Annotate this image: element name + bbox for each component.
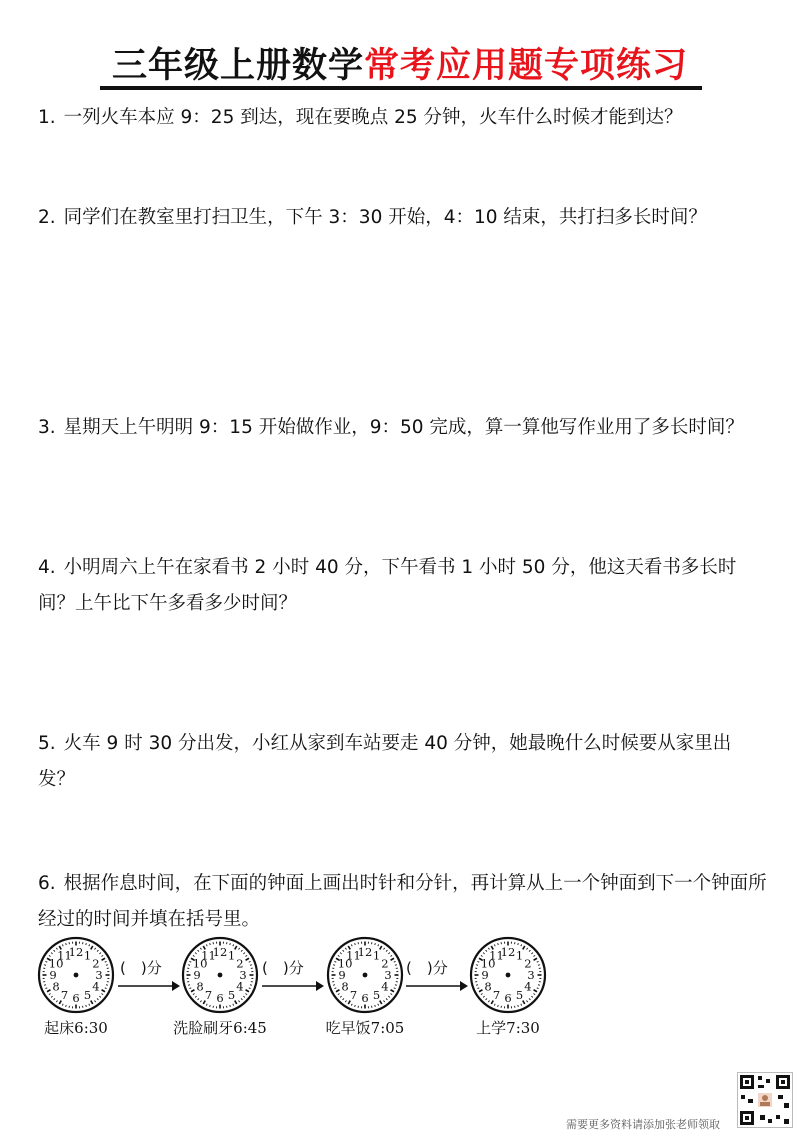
clock-tick	[250, 985, 252, 986]
clock-numeral: 10	[192, 956, 208, 971]
clock-numeral: 11	[489, 948, 504, 963]
question-4	[38, 550, 768, 622]
question-text: 星期天上午明明 9：15 开始做作业，9：50 完成，算一算他写作业用了多长时间？	[63, 417, 744, 438]
clock-numeral: 7	[60, 988, 69, 1003]
clock-tick	[188, 985, 190, 986]
clock-tick	[518, 1005, 519, 1007]
question-text: 小明周六上午在家看书 2 小时 40 分，下午看书 1 小时 50 分，他这天看书多长时间？上午比下午多看多少时间？	[38, 557, 737, 614]
clock-tick	[498, 1005, 499, 1007]
clock-tick	[250, 965, 252, 966]
clock-tick	[86, 943, 87, 945]
clock-tick	[355, 943, 356, 945]
clock-tick	[106, 965, 108, 966]
question-2	[38, 200, 768, 236]
arrow-right-icon	[406, 980, 468, 992]
clock-numeral: 2	[92, 956, 100, 971]
clock-numeral: 9	[338, 968, 346, 983]
clock-numeral: 6	[361, 991, 369, 1006]
question-5	[38, 726, 768, 798]
clock-numeral: 3	[239, 968, 247, 983]
clock-tick	[333, 965, 335, 966]
clock-numeral: 7	[349, 988, 358, 1003]
clock-face-2[interactable]	[180, 935, 260, 1015]
question-number: 3.	[38, 417, 56, 438]
clock-numeral: 12	[500, 945, 516, 960]
clock-numeral: 9	[481, 968, 489, 983]
clock-numeral: 10	[480, 956, 496, 971]
footer-note: 需要更多资料请添加张老师领取	[566, 1118, 720, 1131]
clock-numeral: 12	[68, 945, 84, 960]
clock-numeral: 8	[52, 979, 60, 994]
question-3	[38, 410, 768, 446]
clock-tick	[230, 1005, 231, 1007]
clock-sequence	[0, 935, 800, 1045]
clock-numeral: 6	[72, 991, 80, 1006]
clock-numeral: 11	[346, 948, 361, 963]
clock-numeral: 5	[372, 988, 381, 1003]
clock-label-4: 上学7:30	[476, 1019, 540, 1037]
clock-numeral: 4	[236, 979, 244, 994]
clock-tick	[538, 965, 540, 966]
question-number: 2.	[38, 207, 56, 228]
clock-tick	[498, 943, 499, 945]
clock-tick	[355, 1005, 356, 1007]
clock-numeral: 5	[515, 988, 524, 1003]
clock-numeral: 5	[227, 988, 236, 1003]
clock-numeral: 1	[372, 948, 381, 963]
clock-numeral: 11	[57, 948, 72, 963]
question-text: 火车 9 时 30 分出发，小红从家到车站要走 40 分钟，她最晚什么时候要从家里出发？	[38, 733, 732, 790]
title-black-part: 三年级上册数学	[111, 46, 364, 86]
elapsed-minutes-blank-2[interactable]: ( )分	[262, 959, 304, 977]
clock-tick	[86, 1005, 87, 1007]
elapsed-minutes-blank-1[interactable]: ( )分	[120, 959, 162, 977]
clock-center-dot	[363, 973, 368, 978]
clock-numeral: 7	[204, 988, 213, 1003]
elapsed-minutes-blank-3[interactable]: ( )分	[406, 959, 448, 977]
clock-tick	[106, 985, 108, 986]
clock-numeral: 3	[384, 968, 392, 983]
question-number: 1.	[38, 107, 56, 128]
clock-numeral: 2	[236, 956, 244, 971]
clock-numeral: 3	[95, 968, 103, 983]
clock-numeral: 8	[484, 979, 492, 994]
clock-label-3: 吃早饭7:05	[325, 1019, 405, 1037]
clock-numeral: 4	[524, 979, 532, 994]
clock-numeral: 7	[492, 988, 501, 1003]
clock-label-2: 洗脸刷牙6:45	[173, 1019, 267, 1037]
clock-tick	[375, 943, 376, 945]
clock-numeral: 9	[49, 968, 57, 983]
clock-tick	[538, 985, 540, 986]
clock-face-1[interactable]	[36, 935, 116, 1015]
clock-face-4[interactable]	[468, 935, 548, 1015]
clock-tick	[395, 985, 397, 986]
arrow-right-icon	[118, 980, 180, 992]
clock-tick	[333, 985, 335, 986]
clock-numeral: 10	[337, 956, 353, 971]
qr-code-icon	[737, 1072, 793, 1128]
title-red-part: 常考应用题专项练习	[364, 46, 689, 86]
title-underline	[100, 86, 702, 90]
clock-numeral: 1	[83, 948, 92, 963]
question-number: 6.	[38, 873, 56, 894]
clock-numeral: 9	[193, 968, 201, 983]
clock-tick	[210, 1005, 211, 1007]
clock-numeral: 6	[216, 991, 224, 1006]
clock-tick	[395, 965, 397, 966]
question-number: 5.	[38, 733, 56, 754]
clock-numeral: 12	[357, 945, 373, 960]
question-1	[38, 100, 768, 136]
clock-numeral: 4	[92, 979, 100, 994]
clock-numeral: 12	[212, 945, 228, 960]
clock-tick	[375, 1005, 376, 1007]
clock-tick	[66, 943, 67, 945]
question-number: 4.	[38, 557, 56, 578]
question-text: 根据作息时间，在下面的钟面上画出时针和分针，再计算从上一个钟面到下一个钟面所经过的时间并填在括号里。	[38, 873, 767, 930]
clock-center-dot	[506, 973, 511, 978]
clock-tick	[44, 985, 46, 986]
clock-numeral: 8	[341, 979, 349, 994]
clock-tick	[230, 943, 231, 945]
question-6	[38, 866, 768, 938]
clock-numeral: 6	[504, 991, 512, 1006]
clock-center-dot	[218, 973, 223, 978]
clock-numeral: 4	[381, 979, 389, 994]
clock-numeral: 10	[48, 956, 64, 971]
clock-numeral: 1	[515, 948, 524, 963]
clock-numeral: 2	[381, 956, 389, 971]
clock-tick	[518, 943, 519, 945]
clock-label-1: 起床6:30	[44, 1019, 108, 1037]
clock-numeral: 2	[524, 956, 532, 971]
page-title	[0, 38, 800, 88]
clock-tick	[188, 965, 190, 966]
arrow-right-icon	[262, 980, 324, 992]
question-text: 一列火车本应 9：25 到达，现在要晚点 25 分钟，火车什么时候才能到达？	[63, 107, 683, 128]
clock-numeral: 1	[227, 948, 236, 963]
clock-numeral: 3	[527, 968, 535, 983]
clock-numeral: 8	[196, 979, 204, 994]
clock-tick	[44, 965, 46, 966]
clock-tick	[476, 985, 478, 986]
clock-numeral: 11	[201, 948, 216, 963]
clock-center-dot	[74, 973, 79, 978]
clock-tick	[66, 1005, 67, 1007]
clock-tick	[476, 965, 478, 966]
clock-face-3[interactable]	[325, 935, 405, 1015]
clock-numeral: 5	[83, 988, 92, 1003]
question-text: 同学们在教室里打扫卫生，下午 3：30 开始，4：10 结束，共打扫多长时间？	[63, 207, 707, 228]
clock-tick	[210, 943, 211, 945]
